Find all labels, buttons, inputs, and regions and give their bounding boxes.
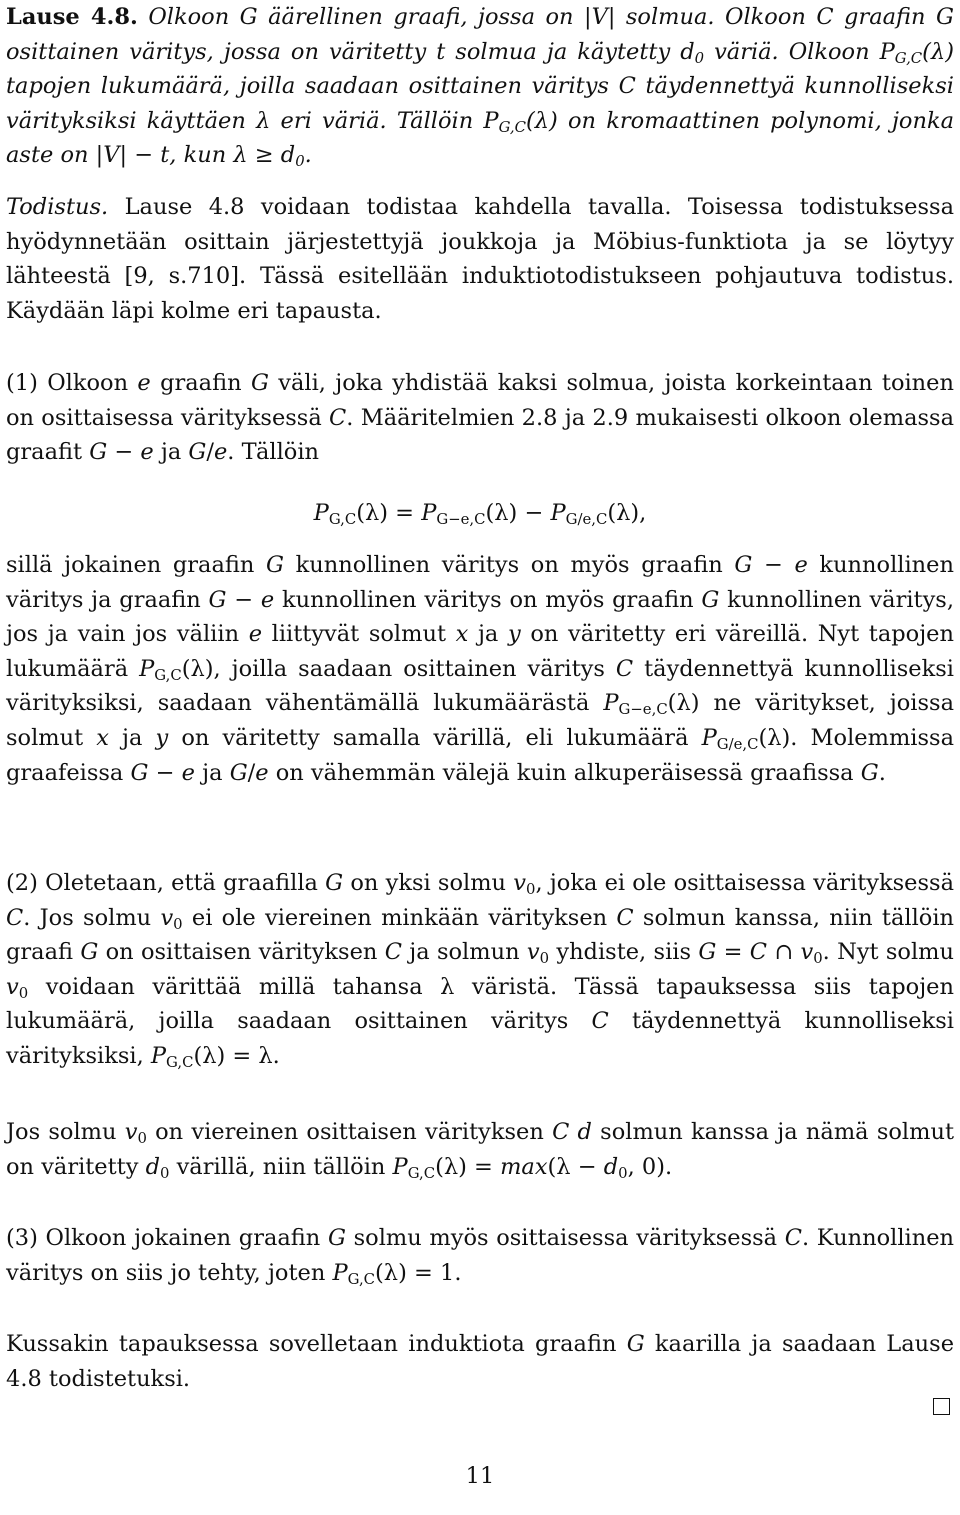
recurrence-equation: $P_{G,C}(\lambda) = P_{G-e,C}(\lambda) - P_{G/e,C}(\lambda)$, [313,500,647,529]
page-number: 11 [465,1463,495,1489]
proof-label: Todistus. [6,194,109,220]
proof-intro-paragraph: Todistus. Lause 4.8 voidaan todistaa kahdella tavalla. Toisessa todistuksessa hyödynnetään osittain järjestettyjä joukkoja ja Möbius-funktiota ja se löytyy lähteestä [9, s.710]. Tässä esitellään induktiotodistukseen pohjautuva todistus. Käydään läpi kolme eri tapausta. [6,194,954,324]
case2-adjacent-paragraph: Jos solmu $v_0$ on viereinen osittaisen värityksen C d solmun kanssa ja nämä solmut on väritetty $d_0$ värillä, niin tällöin $P_{G,C}(\lambda) = \max(\lambda - d_0$, 0). [6,1119,954,1182]
conclusion-paragraph: Kussakin tapauksessa sovelletaan induktiota graafin G kaarilla ja saadaan Lause 4.8 todistetuksi. [6,1331,955,1392]
lemma-paragraph: Lause 4.8. Olkoon G äärellinen graafi, jossa on |V| solmua. Olkoon C graafin G osittainen väritys, jossa on väritetty t solmua ja käytetty $d_0$ väriä. Olkoon $P_{G,C}(\lambda)$ tapojen lukumäärä, joilla saadaan osittainen väritys C täydennettyä kunnolliseksi värityksiksi käyttäen λ eri väriä. Tällöin $P_{G,C}(\lambda)$ on kromaattinen polynomi, jonka aste on |V| − t, kun $\lambda \ge d_0$. [6,4,955,171]
case1-paragraph: (1) Olkoon e graafin G väli, joka yhdistää kaksi solmua, joista korkeintaan toinen on osittaisessa värityksessä C. Määritelmien 2.8 ja 2.9 mukaisesti olkoon olemassa graafit G − e ja G/e. Tällöin [6,370,954,466]
case1-explanation: sillä jokainen graafin G kunnollinen väritys on myös graafin G − e kunnollinen väritys ja graafin G − e kunnollinen väritys on myös graafin G kunnollinen väritys, jos ja vain jos väliin e liittyvät solmut x ja y on väritetty eri väreillä. Nyt tapojen lukumäärä $P_{G,C}(\lambda)$, joilla saadaan osittainen väritys C täydennettyä kunnolliseksi värityksiksi, saadaan vähentämällä lukumäärästä $P_{G-e,C}(\lambda)$ ne väritykset, joissa solmut x ja y on väritetty samalla värillä, eli lukumäärä $P_{G/e,C}(\lambda)$. Molemmissa graafeissa G − e ja G/e on vähemmän välejä kuin alkuperäisessä graafissa G. [6,552,955,786]
case2-paragraph: (2) Oletetaan, että graafilla G on yksi solmu $v_0$, joka ei ole osittaisessa värityksessä C. Jos solmu $v_0$ ei ole viereinen minkään värityksen C solmun kanssa, niin tällöin graafi G on osittaisen värityksen C ja solmun $v_0$ yhdiste, siis G = C ∩ $v_0$. Nyt solmu $v_0$ voidaan värittää millä tahansa λ väristä. Tässä tapauksessa siis tapojen lukumäärä, joilla saadaan osittainen väritys C täydennettyä kunnolliseksi värityksiksi, $P_{G,C}(\lambda) = \lambda$. [6,870,955,1072]
case3-paragraph: (3) Olkoon jokainen graafin G solmu myös osittaisessa värityksessä C. Kunnollinen väritys on siis jo tehty, joten $P_{G,C}(\lambda) = 1$. [6,1225,955,1288]
lemma-label: Lause 4.8. [6,4,138,30]
qed-square-icon [933,1398,950,1415]
